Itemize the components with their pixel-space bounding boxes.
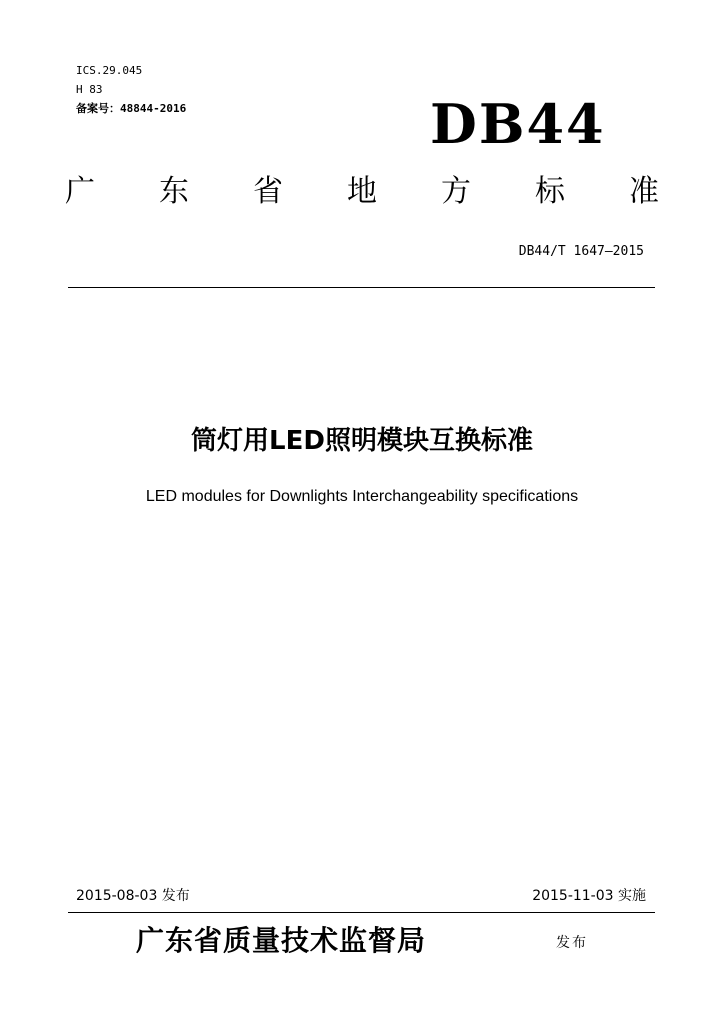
standard-type-char: 方: [441, 174, 471, 209]
standard-type-char: 东: [159, 174, 189, 209]
standard-type-char: 准: [629, 174, 659, 209]
bottom-divider: [68, 912, 655, 913]
implementation-date: 2015-11-03 实施: [532, 888, 646, 904]
standard-type-heading: [62, 172, 662, 212]
db-code-logo: DB44: [430, 92, 606, 156]
filing-number: 备案号：48844-2016: [76, 102, 187, 115]
standard-type-char: 广: [65, 174, 95, 209]
document-title-chinese: 筒灯用LED照明模块互换标准: [191, 426, 533, 456]
standard-type-char: 省: [253, 174, 283, 209]
document-title-english: LED modules for Downlights Interchangeability specifications: [145, 488, 579, 505]
ics-code: ICS.29.045: [76, 64, 143, 77]
standard-type-char: 标: [535, 174, 565, 209]
issuing-authority: 广东省质量技术监督局: [136, 924, 427, 957]
issue-date: 2015-08-03 发布: [76, 888, 190, 904]
issuer-suffix: 发布: [556, 935, 588, 951]
top-divider: [68, 287, 655, 288]
standard-type-char: 地: [347, 174, 377, 209]
standard-number: DB44/T 1647—2015: [518, 244, 644, 259]
classification-code: H 83: [76, 83, 103, 96]
